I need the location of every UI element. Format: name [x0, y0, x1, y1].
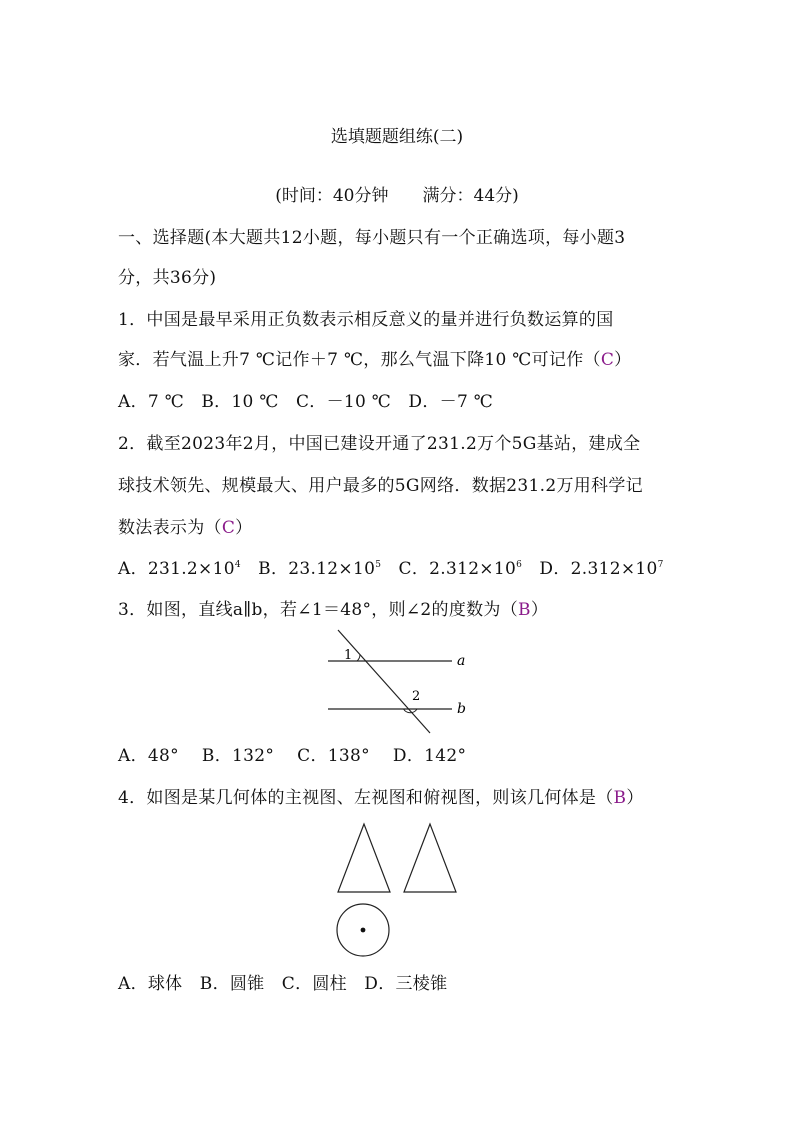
q2-option-b-exp: 5 — [375, 560, 382, 570]
q4-close-paren: ） — [626, 788, 644, 808]
line-a-label: a — [457, 653, 466, 669]
side-view-triangle — [404, 824, 456, 892]
angle2-label: 2 — [412, 689, 421, 704]
q4-line1 — [118, 786, 694, 810]
q2-option-c-exp: 6 — [516, 560, 523, 570]
front-view-triangle — [338, 824, 390, 892]
page-title: 选填题题组练(二) — [330, 127, 464, 147]
angle1-arc — [357, 655, 360, 662]
q2-option-c: C．2.312×10 — [381, 559, 517, 579]
q1-stem: 家．若气温上升7 ℃记作＋7 ℃，那么气温下降10 ℃可记作（ — [118, 350, 601, 370]
q1-line1: 1．中国是最早采用正负数表示相反意义的量并进行负数运算的国 — [118, 310, 614, 330]
q3-close-paren: ） — [530, 600, 549, 620]
section-heading-line2: 分，共36分) — [118, 268, 217, 288]
q3-line1 — [118, 598, 694, 622]
q4-stem: 4．如图是某几何体的主视图、左视图和俯视图，则该几何体是（ — [118, 788, 614, 808]
q3-options: A．48° B．132° C．138° D．142° — [118, 746, 467, 766]
q1-answer: C — [600, 350, 615, 370]
q1-options: A．7 ℃ B．10 ℃ C．－10 ℃ D．－7 ℃ — [118, 392, 494, 412]
q2-option-a: A．231.2×10 — [118, 559, 235, 579]
section-heading-line1: 一、选择题(本大题共12小题，每小题只有一个正确选项，每小题3 — [118, 228, 626, 248]
q1-close-paren: ） — [614, 350, 632, 370]
q2-option-b: B．23.12×10 — [240, 559, 376, 579]
q2-option-a-exp: 4 — [234, 560, 241, 570]
angle1-label: 1 — [344, 648, 353, 663]
q1-line2 — [118, 348, 694, 372]
line-b-label: b — [457, 701, 466, 717]
q2-line1: 2．截至2023年2月，中国已建设开通了231.2万个5G基站，建成全 — [118, 434, 641, 454]
q2-line2: 球技术领先、规模最大、用户最多的5G网络．数据231.2万用科学记 — [118, 476, 643, 496]
q3-answer: B — [518, 600, 531, 620]
q2-line3 — [118, 516, 694, 540]
q2-option-d-exp: 7 — [657, 560, 664, 570]
q2-options — [118, 557, 694, 581]
q2-answer: C — [221, 518, 236, 538]
time-score-info: (时间：40分钟 满分：44分) — [275, 186, 519, 206]
q3-stem: 3．如图，直线a∥b，若∠1＝48°，则∠2的度数为（ — [118, 600, 519, 620]
q4-answer: B — [613, 788, 627, 808]
q4-options: A．球体 B．圆锥 C．圆柱 D．三棱锥 — [118, 974, 448, 994]
q2-option-d: D．2.312×10 — [522, 559, 658, 579]
top-view-center-dot — [361, 928, 366, 933]
transversal-line — [338, 630, 430, 733]
q2-stem: 数法表示为（ — [118, 518, 222, 538]
parallel-lines-figure — [320, 625, 480, 740]
three-views-figure — [330, 820, 465, 960]
q2-close-paren: ） — [235, 518, 253, 538]
